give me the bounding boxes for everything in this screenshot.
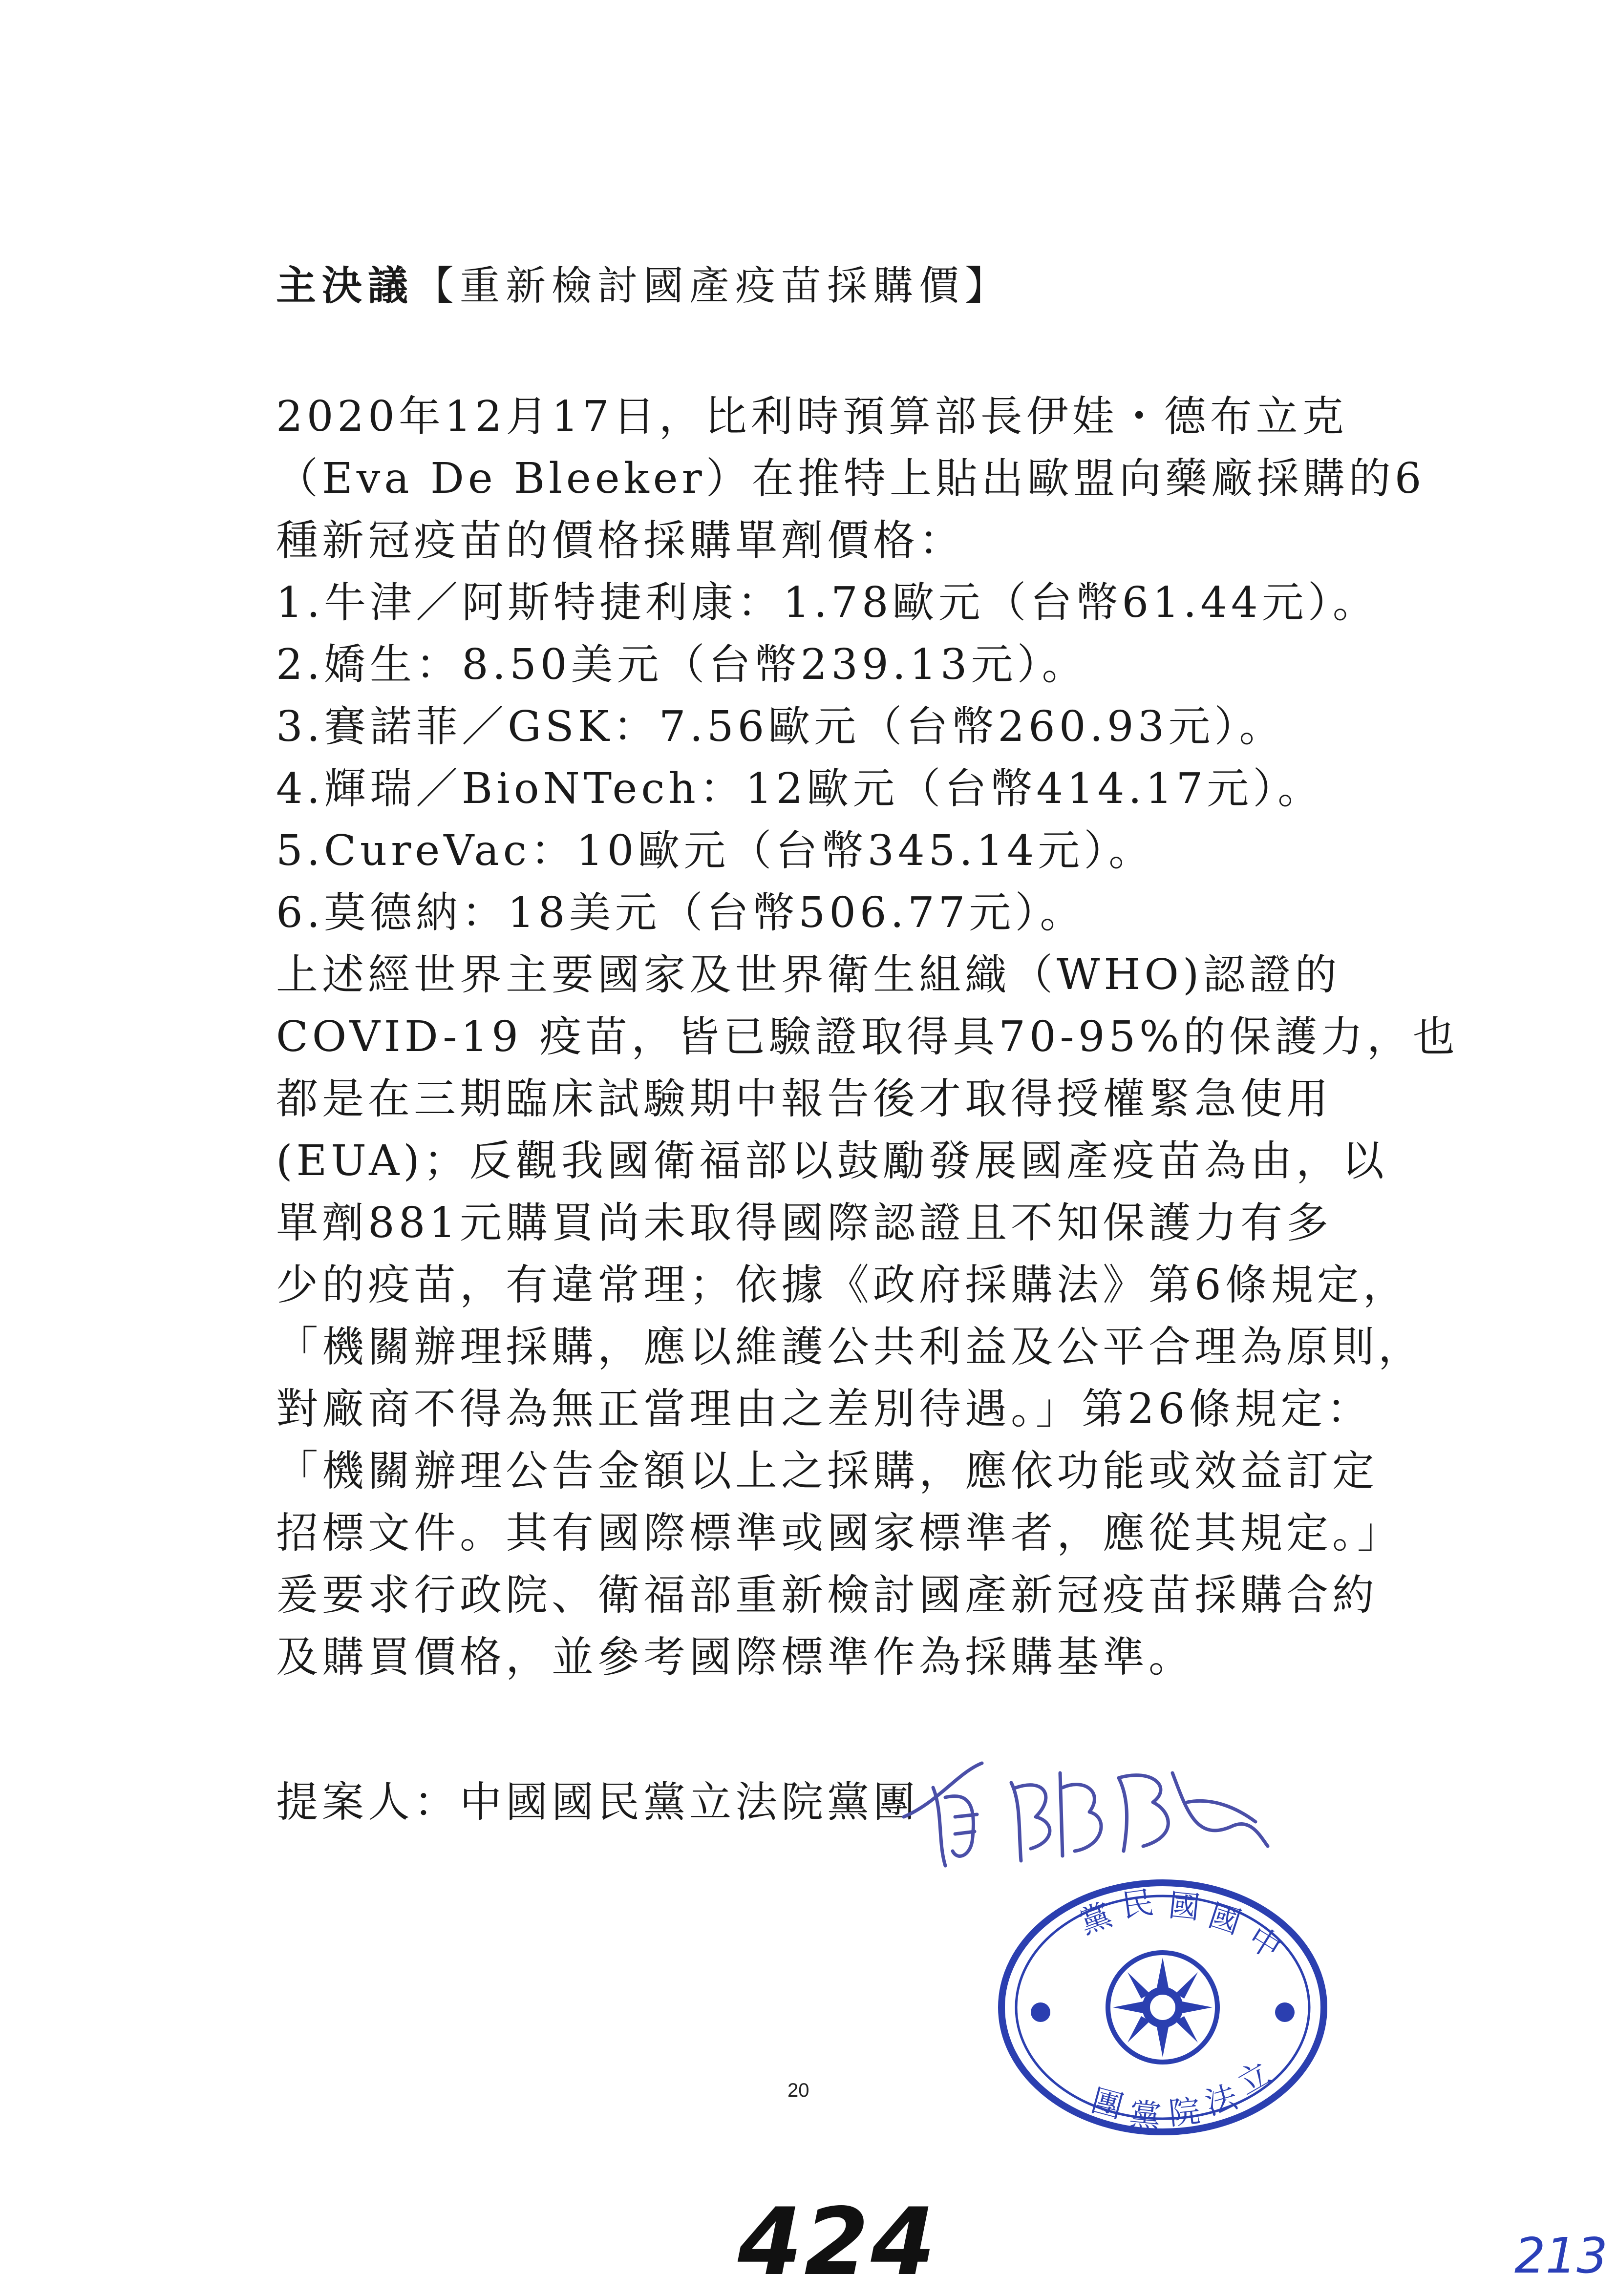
- body-line: COVID-19 疫苗，皆已驗證取得具70-95%的保護力，也: [276, 1012, 1459, 1061]
- body-line: 「機關辦理公告金額以上之採購，應依功能或效益訂定: [276, 1447, 1378, 1496]
- svg-text:院: 院: [1167, 2093, 1202, 2132]
- svg-text:國: 國: [1167, 1887, 1202, 1927]
- body-line: 1.牛津／阿斯特捷利康：1.78歐元（台幣61.44元）。: [276, 578, 1379, 627]
- body-line: 種新冠疫苗的價格採購單劑價格：: [276, 516, 965, 565]
- body-line: 單劑881元購買尚未取得國際認證且不知保護力有多: [276, 1199, 1333, 1247]
- body-line: 「機關辦理採購，應以維護公共利益及公平合理為原則，: [276, 1323, 1424, 1371]
- body-line: 少的疫苗，有違常理；依據《政府採購法》第6條規定，: [276, 1261, 1409, 1309]
- body-line: 2.嬌生：8.50美元（台幣239.13元）。: [276, 640, 1088, 689]
- svg-text:黨: 黨: [1128, 2096, 1163, 2136]
- title-rest: 【重新檢討國產疫苗採購價】: [414, 263, 1011, 309]
- svg-text:中: 中: [1241, 1919, 1288, 1967]
- document-title: [276, 254, 1011, 311]
- svg-text:法: 法: [1201, 2079, 1241, 2123]
- proposer-line: 提案人：中國國民黨立法院黨團: [276, 1778, 919, 1827]
- body-line: 4.輝瑞／BioNTech：12歐元（台幣414.17元）。: [276, 764, 1324, 813]
- svg-text:黨: 黨: [1075, 1896, 1117, 1942]
- body-line: 3.賽諾菲／GSK：7.56歐元（台幣260.93元）。: [276, 702, 1285, 751]
- body-line: 6.莫德納：18美元（台幣506.77元）。: [276, 888, 1086, 937]
- title-lead: 主決議: [276, 262, 414, 309]
- body-line: 爰要求行政院、衛福部重新檢討國產新冠疫苗採購合約: [276, 1571, 1378, 1620]
- body-line: 對廠商不得為無正當理由之差別待遇。」第26條規定：: [276, 1385, 1373, 1433]
- document-body: [276, 386, 1459, 1688]
- party-seal-stamp: [992, 1871, 1334, 2144]
- handwritten-page-number: 424: [738, 2188, 937, 2296]
- svg-text:立: 立: [1232, 2055, 1277, 2102]
- body-line: （Eva De Bleeker）在推特上貼出歐盟向藥廠採購的6: [276, 454, 1426, 503]
- handwritten-signature: [899, 1744, 1270, 1890]
- body-line: 都是在三期臨床試驗期中報告後才取得授權緊急使用: [276, 1074, 1332, 1123]
- body-line: 上述經世界主要國家及世界衛生組織（WHO)認證的: [276, 950, 1341, 999]
- svg-text:國: 國: [1204, 1897, 1245, 1941]
- body-line: 5.CureVac：10歐元（台幣345.14元）。: [276, 826, 1155, 875]
- body-line: (EUA)；反觀我國衛福部以鼓勵發展國產疫苗為由，以: [276, 1137, 1388, 1185]
- body-line: 招標文件。其有國際標準或國家標準者，應從其規定。」: [276, 1509, 1403, 1558]
- handwritten-corner-number: 213: [1514, 2227, 1608, 2284]
- svg-text:團: 團: [1087, 2082, 1127, 2126]
- page-number: 20: [787, 2080, 809, 2101]
- svg-text:民: 民: [1119, 1884, 1156, 1925]
- body-line: 及購買價格，並參考國際標準作為採購基準。: [276, 1633, 1194, 1682]
- body-line: 2020年12月17日，比利時預算部長伊娃・德布立克: [276, 392, 1348, 441]
